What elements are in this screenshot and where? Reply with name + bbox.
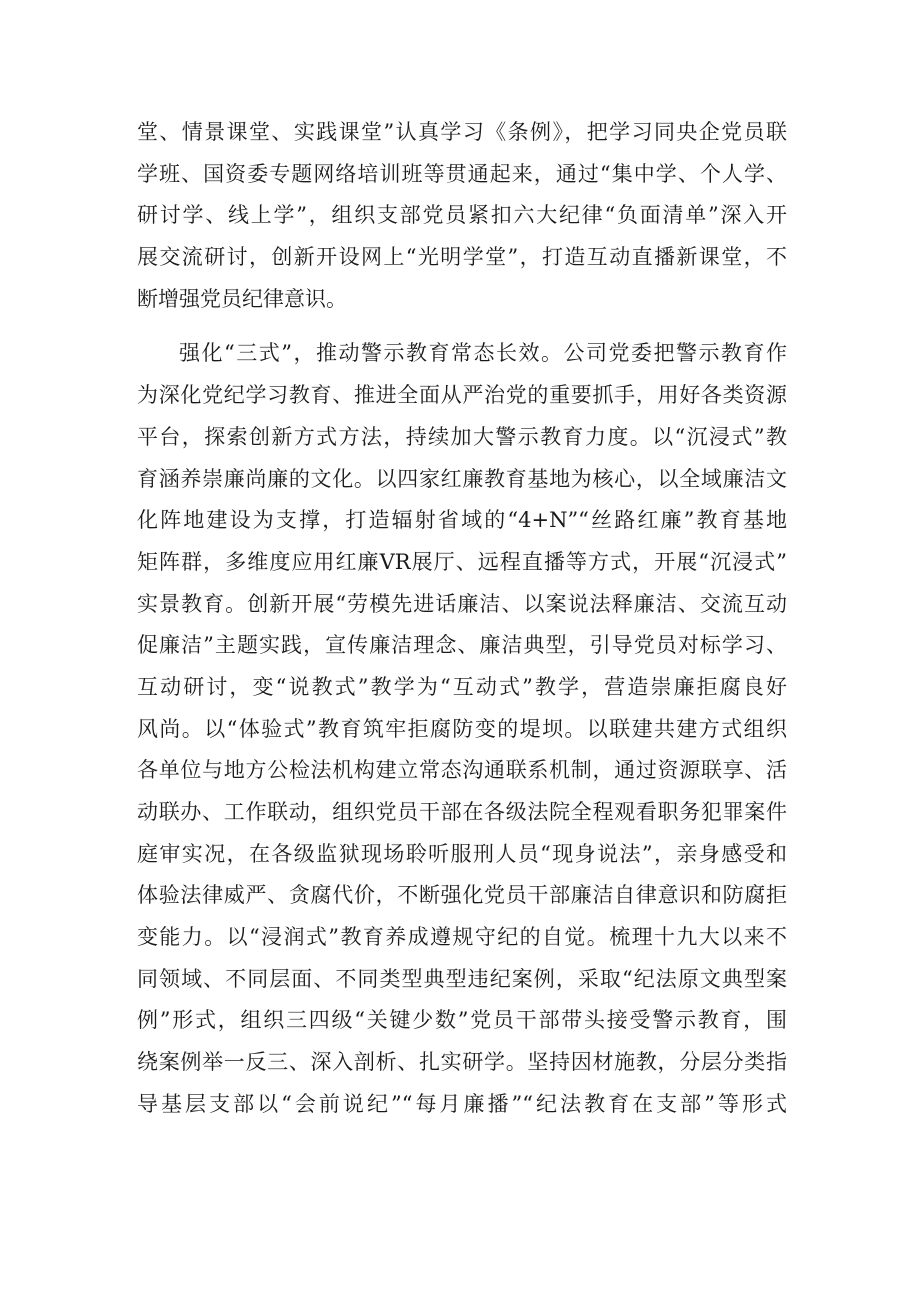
text-line: 断增强党员纪律意识。 xyxy=(137,286,347,311)
text-line: 绕案例举一反三、深入剖析、扎实研学。坚持因材施教，分层分类指 xyxy=(137,1050,787,1075)
text-line: 互动研讨，变“说教式”教学为“互动式”教学，营造崇廉拒腐良好 xyxy=(137,674,787,699)
text-line: 矩阵群，多维度应用红廉VR展厅、远程直播等方式，开展“沉浸式” xyxy=(137,549,787,574)
text-line: 变能力。以“浸润式”教育养成遵规守纪的自觉。梳理十九大以来不 xyxy=(137,925,787,950)
text-line: 导基层支部以“会前说纪”“每月廉播”“纪法教育在支部”等形式 xyxy=(137,1091,787,1116)
text-line: 为深化党纪学习教育、推进全面从严治党的重要抓手，用好各类资源 xyxy=(137,383,787,408)
text-line: 体验法律威严、贪腐代价，不断强化党员干部廉洁自律意识和防腐拒 xyxy=(137,883,787,908)
text-line: 实景教育。创新开展“劳模先进话廉洁、以案说法释廉洁、交流互动 xyxy=(137,591,787,616)
text-line: 庭审实况，在各级监狱现场聆听服刑人员“现身说法”，亲身感受和 xyxy=(137,841,787,866)
text-line: 研讨学、线上学”，组织支部党员紧扣六大纪律“负面清单”深入开 xyxy=(137,203,787,228)
paragraph-spacer xyxy=(137,320,787,333)
text-line: 化阵地建设为支撑，打造辐射省域的“4+N”“丝路红廉”教育基地 xyxy=(137,508,787,533)
text-line: 强化“三式”，推动警示教育常态长效。公司党委把警示教育作 xyxy=(179,341,787,366)
text-line: 风尚。以“体验式”教育筑牢拒腐防变的堤坝。以联建共建方式组织 xyxy=(137,716,787,741)
paragraph-2 xyxy=(137,333,787,1125)
paragraph-1 xyxy=(137,112,787,320)
text-line: 展交流研讨，创新开设网上“光明学堂”，打造互动直播新课堂，不 xyxy=(137,245,787,270)
text-line: 育涵养崇廉尚廉的文化。以四家红廉教育基地为核心，以全域廉洁文 xyxy=(137,466,787,491)
text-line: 促廉洁”主题实践，宣传廉洁理念、廉洁典型，引导党员对标学习、 xyxy=(137,633,787,658)
text-line: 堂、情景课堂、实践课堂”认真学习《条例》，把学习同央企党员联 xyxy=(137,120,787,144)
text-line: 平台，探索创新方式方法，持续加大警示教育力度。以“沉浸式”教 xyxy=(137,424,787,449)
text-line: 例”形式，组织三四级“关键少数”党员干部带头接受警示教育，围 xyxy=(137,1008,787,1033)
document-body xyxy=(137,112,787,1126)
text-line: 动联办、工作联动，组织党员干部在各级法院全程观看职务犯罪案件 xyxy=(137,800,787,824)
text-line: 学班、国资委专题网络培训班等贯通起来，通过“集中学、个人学、 xyxy=(137,161,787,186)
text-line: 各单位与地方公检法机构建立常态沟通联系机制，通过资源联享、活 xyxy=(137,758,787,783)
text-line: 同领域、不同层面、不同类型典型违纪案例，采取“纪法原文典型案 xyxy=(137,966,787,991)
